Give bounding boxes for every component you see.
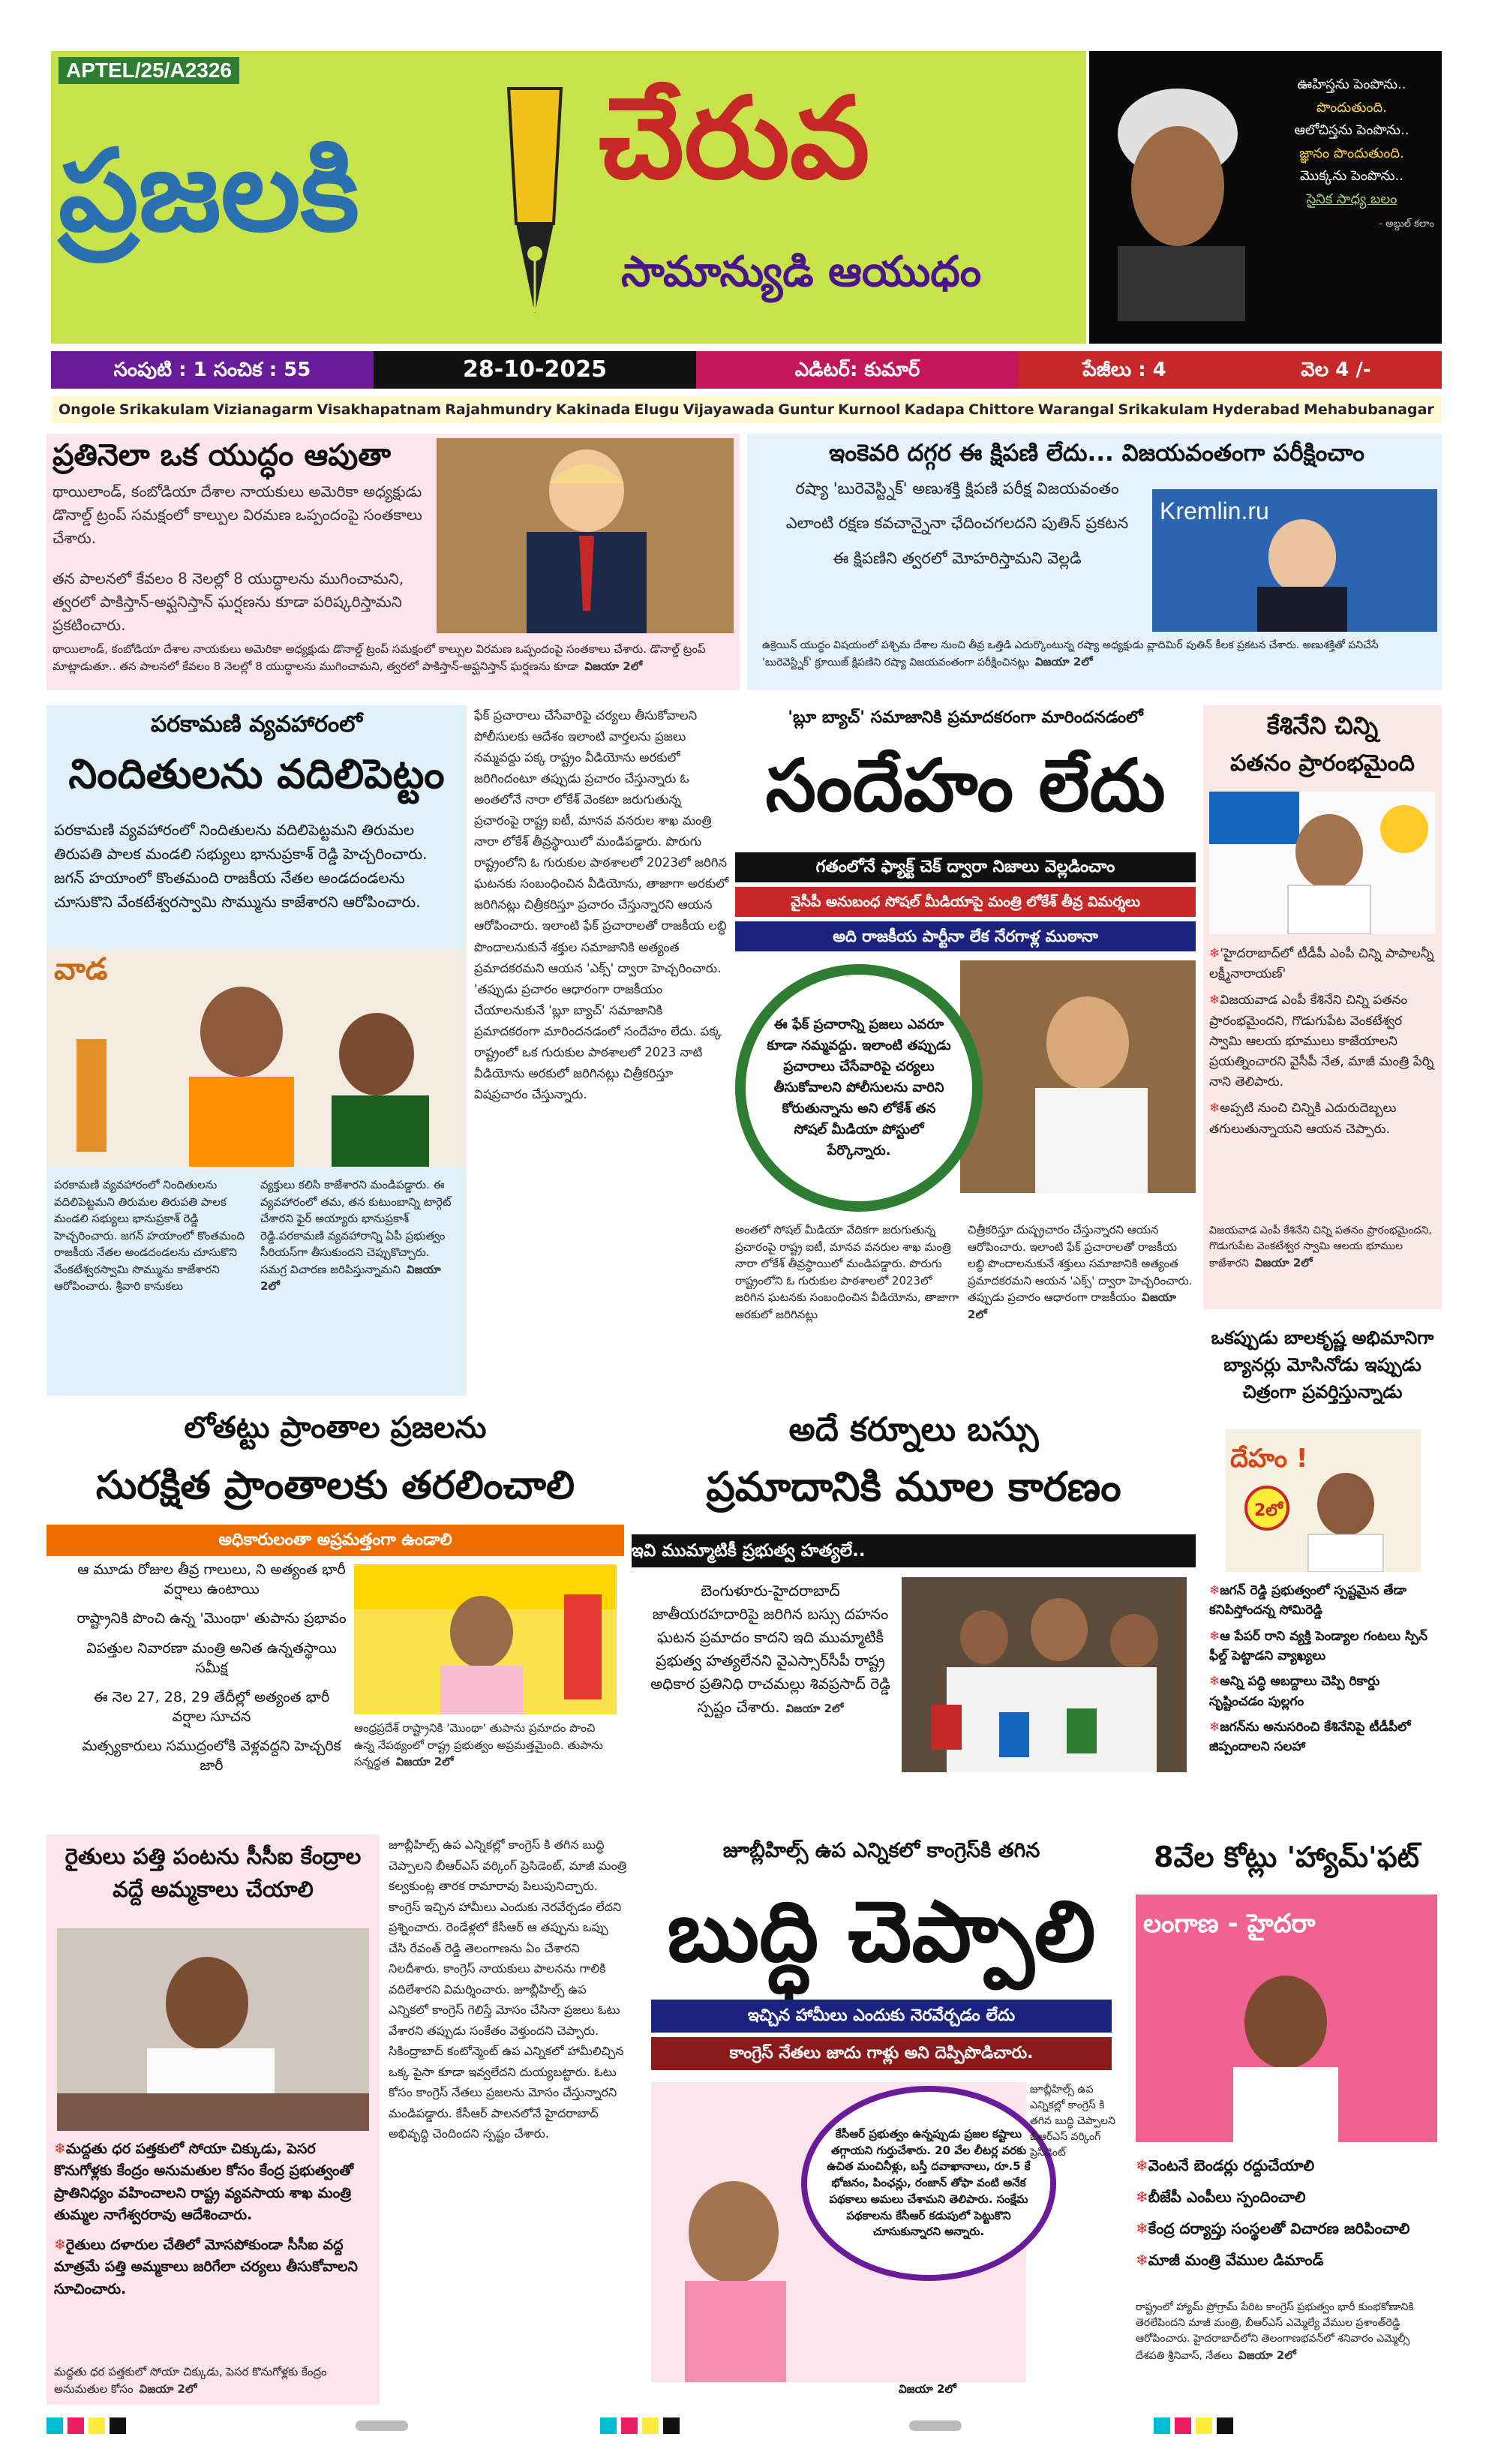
- subline: ఈ నెల 27, 28, 29 తేదీల్లో అత్యంత భారీ వర్షాల సూచన: [93, 1689, 330, 1725]
- city-link[interactable]: Srikakulam: [1118, 401, 1208, 418]
- city-link[interactable]: Elugu: [634, 401, 680, 418]
- bullet: ❄మద్దతు ధర పత్తకులో సోయా చిక్కుడు, పెసర కొనుగోళ్లకు కేంద్రం అనుమతుల కోసం కేంద్ర ప్రభుత్వంతో ప్రాతినిధ్యం వహించాలని రాష్ట్ర వ్యవసాయ శాఖ మంత్రి తుమ్మల నాగేశ్వరరావు ఆదేశించారు.: [54, 2141, 354, 2224]
- bullet: ❄బీజేపీ ఎంపీలు స్పందించాలి: [1136, 2188, 1306, 2206]
- registration-swatch: [1196, 2417, 1212, 2434]
- byline: విజయా 2లో: [139, 2381, 197, 2396]
- bullet: ❄అన్ని పద్ధి అబద్దాలు చెప్పి రికార్డు సృష్టించడం పుల్లగం: [1209, 1674, 1380, 1709]
- headline-1: కేశినేని చిన్ని: [1266, 711, 1379, 740]
- bullet: ❄జగన్‌ను అనుసరించి కేశినేనిపై టీడీపీలో జిప్పందాలని సలహా: [1209, 1720, 1411, 1755]
- body-right: వ్యక్తులు కలిసి కాజేశారని మండిపడ్డారు. ఈ వ్యవహారంలో తమ, తన కుటుంబాన్ని టార్గెట్ చేశారని ఫైర్ అయ్యారు భానుప్రకాశ్ రెడ్డి.పరకామణి వ్యవహారాన్ని ఏపీ ప్రభుత్వం సీరియస్‌గా తీసుకుందని చెప్పుకొచ్చారు. సమగ్ర విచారణ జరిపిస్తున్నామని విజయా 2లో: [260, 1178, 452, 1293]
- registration-number: APTEL/25/A2326: [59, 57, 239, 84]
- trump-photo: [437, 438, 734, 633]
- byline: విజయా 2లో: [260, 1262, 441, 1293]
- banner-2: కాంగ్రెస్ నేతలు జాదు గాళ్లు అని దెప్పిపొడిచారు.: [651, 2037, 1112, 2070]
- body: ఆంధ్రప్రదేశ్ రాష్ట్రానికి 'మొంథా' తుపాను ప్రమాదం పొంచి ఉన్న నేపథ్యంలో రాష్ట్ర ప్రభుత్వం అప్రమత్తమైంది. తుపాను సన్నద్ధత విజయా 2లో: [354, 1721, 603, 1768]
- title-right: చేరువ: [599, 74, 870, 204]
- story-lokesh-column: ఫేక్ ప్రచారాలు చేసేవారిపై చర్యలు తీసుకోవాలని పోలీసులకు ఆదేశం ఇలాంటి వార్తలను ప్రజలు నమ్మవద్దు పక్క రాష్ట్రం వీడియోను అరకులో జరిగిందంటూ తప్పుడు ప్రచారం చేస్తున్నారు ఓ అంతలోనే నారా లోకేశ్ వెంకటా జరుగుతున్న ప్రచారంపై రాష్ట్ర ఐటీ, మానవ వనరుల శాఖ మంత్రి నారా లోకేశ్ తీవ్రస్థాయిలో మండిపడ్డారు. పొరుగు రాష్ట్రంలోని ఓ గురుకుల పాఠశాలలో 2023లో జరిగిన ఘటనకు సంబంధించిన వీడియోను, తాజాగా అరకులో జరిగినట్లు చిత్రీకరిస్తూ ప్రచారం చేస్తున్నారని ఆయన ఆరోపించారు. ఇలాంటి ఫేక్ ప్రచారాలతో రాజకీయ లబ్ధి పొందాలనుకునే శక్తుల సమాజానికి అత్యంత ప్రమాదకరమని ఆయన 'ఎక్స్' ద్వారా హెచ్చరించారు. 'తప్పుడు ప్రచారం ఆధారంగా రాజకీయం చేయాలనుకునే 'బ్లూ బ్యాచ్' సమాజానికి ప్రమాదకరంగా మారిందనడంలో సందేహం లేదు. పక్క రాష్ట్రంలో ఒక గురుకుల పాఠశాలలో 2023 నాటి వీడియోను అరకులో జరిగినట్లు చిత్రీకరిస్తూ విషప్రచారం చేస్తున్నారు.: [474, 708, 729, 1101]
- kicker: అదే కర్నూలు బస్సు: [788, 1411, 1039, 1449]
- subline: విపత్తుల నివారణా మంత్రి అనిత ఉన్నతస్థాయి సమీక్ష: [86, 1639, 337, 1676]
- body: రాష్ట్రంలో హ్యామ్ ప్రోగ్రామ్ పేరిట కాంగ్రెస్ ప్రభుత్వం భారీ కుంభకోణానికి తెరలేపిందని మాజీ మంత్రి, బీఆర్ఎస్ ఎమ్మెల్యే వేముల ప్రశాంత్‌రెడ్డి ఆరోపించారు. హైదరాబాద్‌లోని తెలంగాణభవన్‌లో శనివారం ఎమ్మెల్సీ దేశపతి శ్రీనివాస్, నేతలు విజయా 2లో: [1136, 2301, 1414, 2362]
- registration-swatch: [1175, 2417, 1191, 2434]
- headline: ఇంకెవరి దగ్గర ఈ క్షిపణి లేదు... విజయవంతంగా పరీక్షించాం: [829, 440, 1364, 467]
- headline-2: పతనం ప్రారంభమైంది: [1230, 750, 1415, 777]
- quote-line: ఊహిస్తను పెంపొను..: [1297, 77, 1406, 92]
- lead: పరకామణి వ్యవహారంలో నిందితులను వదిలిపెట్టమని తిరుమల తిరుపతి పాలక మండలి సభ్యులు భానుప్రకాశ్ రెడ్డి హెచ్చరించారు. జగన్ హయాంలో కొంతమంది రాజకీయ నేతల అండదండలను చూసుకొని వేంకటేశ్వరస్వామి సొమ్మును కాజేశారని ఆరోపించారు.: [54, 821, 428, 911]
- registration-swatch: [621, 2417, 638, 2434]
- press-meet-photo: [902, 1577, 1187, 1772]
- lead-2: తన పాలనలో కేవలం 8 నెలల్లో 8 యుద్ధాలను ముగించామని, త్వరలో పాకిస్తాన్-అఫ్ఘనిస్తాన్ ఘర్షణను కూడా పరిష్కరిస్తామని ప్రకటించారు.: [53, 569, 404, 634]
- quote-circle: [735, 964, 983, 1212]
- quote-box: [1089, 51, 1442, 344]
- story-jubilee-hills: [636, 1834, 1127, 2405]
- city-link[interactable]: Vizianagarm: [213, 401, 314, 418]
- info-bar: [51, 351, 1442, 389]
- page-count: పేజీలు : 4: [1019, 351, 1230, 389]
- story-kurnool-bus: [632, 1411, 1196, 1812]
- kesineni-photo: [1209, 792, 1436, 934]
- body-side: జూబ్లీహిల్స్ ఉప ఎన్నికల్లో కాంగ్రెస్ కి తగిన బుద్ధి చెప్పాలని బీఆర్ఎస్ వర్కింగ్ ప్రెసిడెంట్: [1030, 2084, 1115, 2159]
- vemula-photo: [1136, 1895, 1437, 2142]
- bullet-list: [1209, 944, 1436, 1146]
- story-blue-batch: [735, 705, 1196, 1396]
- story-parakamani: [47, 705, 467, 1396]
- registration-swatch: [642, 2417, 659, 2434]
- registration-swatch: [600, 2417, 617, 2434]
- headline: 8వేల కోట్లు 'హ్యామ్'ఫట్: [1154, 1840, 1419, 1874]
- subline: ఈ క్షిపణిని త్వరలో మోహరిస్తామని వెల్లడి: [833, 548, 1082, 567]
- body-right: చిత్రీకరిస్తూ దుష్ప్రచారం చేస్తున్నారని ఆయన ఆరోపించారు. ఇలాంటి ఫేక్ ప్రచారాలతో రాజకీయ లబ్ధి పొందాలనుకునే శక్తులు సమాజానికి అత్యంత ప్రమాదకరమని ఆయన 'ఎక్స్' ద్వారా హెచ్చరించారు. తప్పుడు ప్రచారం ఆధారంగా రాజకీయం విజయా 2లో: [968, 1223, 1193, 1321]
- byline: విజయా 2లో: [899, 2382, 956, 2396]
- headline: రైతులు పత్తి పంటను సీసీఐ కేంద్రాల వద్దే అమ్మకాలు చేయాలి: [65, 1843, 362, 1902]
- subline: రష్యా 'బురెవెస్ట్నిక్' అణుశక్తి క్షిపణి పరీక్ష విజయవంతం: [795, 479, 1119, 497]
- byline: విజయా 2లో: [1034, 655, 1093, 669]
- registration-swatch: [68, 2417, 84, 2434]
- byline: విజయా 2లో: [1254, 1256, 1313, 1270]
- body-left: పరకామణి వ్యవహారంలో నిందితులను వదిలిపెట్టమని తిరుమల తిరుపతి పాలక మండలి సభ్యులు భానుప్రకాశ్ రెడ్డి హెచ్చరించారు. జగన్ హయాంలో కొంతమంది రాజకీయ నేతల అండదండలను చూసుకొని వేంకటేశ్వరస్వామి సొమ్మును కాజేశారని ఆరోపించారు. శ్రీవారి కానుకలు: [54, 1178, 245, 1293]
- story-putin: [747, 434, 1442, 690]
- kicker: పరకామణి వ్యవహారంలో: [150, 711, 363, 738]
- headline: బుద్ధి చెప్పాలి: [667, 1883, 1096, 1981]
- bullet: ❄అప్పటి నుంచి చిన్నికి ఎదురుదెబ్బలు తగులుతున్నాయని ఆయన చెప్పారు.: [1209, 1101, 1397, 1137]
- quote-text: ఈ ఫేక్ ప్రచారాన్ని ప్రజలు ఎవరూ కూడా నమ్మవద్దు. ఇలాంటి తప్పుడు ప్రచారాలు చేసేవారిపై చర్యలు తీసుకోవాలని పోలీసులను వారిని కోరుతున్నాను అని లోకేశ్ తన సోషల్ మీడియా పోస్టులో పేర్కొన్నారు.: [767, 1017, 951, 1158]
- story-trump: [47, 434, 740, 690]
- city-link[interactable]: Kakinada: [555, 401, 631, 418]
- bullet: ❄జగన్ రెడ్డి ప్రభుత్వంలో స్పష్టమైన తేడా కనిపిస్తోందన్న సోమిరెడ్డి: [1209, 1583, 1406, 1618]
- story-kesineni: [1203, 705, 1442, 1309]
- title-left: ప్రజలకి: [59, 126, 359, 257]
- masthead: [51, 51, 1086, 344]
- photo-badge: 2లో: [1254, 1501, 1283, 1520]
- kalam-portrait: [1095, 66, 1260, 321]
- pen-nib-icon: [479, 74, 591, 329]
- lead: థాయిలాండ్, కంబోడియా దేశాల నాయకులు అమెరికా అధ్యక్షుడు డొనాల్డ్ ట్రంప్ సమక్షంలో కాల్పుల విరమణ ఒప్పందంపై సంతకాలు చేశారు.: [53, 482, 422, 547]
- price: వెల 4 /-: [1230, 351, 1442, 389]
- body: ఉక్రెయిన్ యుద్ధం విషయంలో పశ్చిమ దేశాల నుంచి తీవ్ర ఒత్తిడి ఎదుర్కొంటున్న రష్యా అధ్యక్షుడు వ్లాదిమిర్ పుతిన్ కీలక ప్రకటన చేశారు. అణుశక్తితో పనిచేసే 'బురెవెస్ట్నిక్' క్రూయిజ్ క్షిపణిని రష్యా విజయవంతంగా పరీక్షించినట్లు విజయా 2లో: [762, 639, 1379, 669]
- headline: ప్రమాదానికి మూల కారణం: [706, 1463, 1121, 1510]
- bullet-list: [1209, 1581, 1436, 1763]
- quote-author: - అబ్దుల్ కలాం: [1379, 218, 1434, 230]
- headline: సందేహం లేదు: [765, 744, 1166, 828]
- city-link[interactable]: Srikakulam: [119, 401, 210, 418]
- volume-issue: సంపుటి : 1 సంచిక : 55: [51, 351, 374, 389]
- subline: ఎలాంటి రక్షణ కవచాన్నైనా ఛేదించగలదని పుతిన్ ప్రకటన: [785, 514, 1129, 533]
- registration-swatch: [663, 2417, 680, 2434]
- city-link[interactable]: Visakhapatnam: [317, 401, 442, 418]
- byline: విజయా 2లో: [785, 1702, 844, 1715]
- editor: ఎడిటర్: కుమార్: [696, 351, 1019, 389]
- city-link[interactable]: Hyderabad: [1211, 401, 1300, 418]
- photo-text: Kremlin.ru: [1160, 497, 1269, 524]
- registration-swatch: [1217, 2417, 1233, 2434]
- byline: విజయా 2లో: [1238, 2348, 1296, 2362]
- registration-swatch: [909, 2420, 962, 2431]
- lokesh-photo: [960, 960, 1196, 1193]
- bullet: ❄రైతులు దళారుల చేతిలో మోసపోకుండా సీసీఐ వద్ద మాత్రమే పత్తి అమ్మకాలు జరిగేలా చర్యలు తీసుకోవాలని సూచించారు.: [54, 2236, 358, 2297]
- city-link[interactable]: Ongole: [59, 401, 116, 418]
- city-link[interactable]: Guntur: [778, 401, 834, 418]
- story-balakrishna: [1203, 1324, 1442, 1759]
- issue-date: 28-10-2025: [374, 351, 696, 389]
- story-ham-scam: [1131, 1834, 1442, 2405]
- kicker: 'బ్లూ బ్యాచ్' సమాజానికి ప్రమాదకరంగా మారిందనడంలో: [788, 708, 1143, 727]
- banner-3: అది రాజకీయ పార్టీనా లేక నేరగాళ్ల ముఠానా: [735, 921, 1196, 951]
- tagline: సామాన్యుడి ఆయుధం: [621, 248, 982, 296]
- quote-oval: [801, 2086, 1056, 2281]
- body: మద్దతు ధర పత్తకులో సోయా చిక్కుడు, పెసర కొనుగోళ్లకు కేంద్రం అనుమతుల కోసం విజయా 2లో: [54, 2365, 327, 2396]
- quote-text: కేసీఆర్ ప్రభుత్వం ఉన్నప్పుడు ప్రజల కష్టాలు తగ్గాయని గుర్తుచేశారు. 20 వేల లీటర్ల వరకు ఉచిత మంచినీళ్లు, బస్తీ దవాఖానాలు, రూ.5 కే భోజనం, పింఛన్లు, రంజాన్ తోఫా వంటి అనేక పథకాలు అమలు చేశామని తెలిపారు. సంక్షేమ పథకాలను కేసీఆర్ కడుపులో పెట్టుకొని చూసుకున్నారని అన్నారు.: [827, 2126, 1031, 2239]
- banner-1: గతంలోనే ఫ్యాక్ట్ చెక్ ద్వారా నిజాలు వెల్లడించాం: [735, 852, 1196, 882]
- headline: ప్రతినెలా ఒక యుద్ధం ఆపుతా: [53, 438, 391, 473]
- quote-line: సైనిక సాధ్య బలం: [1306, 191, 1397, 207]
- quote-line: జ్ఞానం పొందుతుంది.: [1299, 145, 1404, 161]
- city-link[interactable]: Chittore: [968, 401, 1034, 418]
- banner: ఇవి ముమ్మాటికీ ప్రభుత్వ హత్యలే..: [632, 1534, 1196, 1567]
- body: విజయవాడ ఎంపీ కేశినేని చిన్ని పతనం ప్రారంభమైందని, గొడుగుపేట వెంకటేశ్వర స్వామి ఆలయ భూముల కాజేశారని విజయా 2లో: [1209, 1224, 1432, 1270]
- registration-swatch: [110, 2417, 126, 2434]
- registration-swatch: [356, 2420, 408, 2431]
- bullet-list: [1136, 2153, 1437, 2279]
- bullet-list: [54, 2138, 372, 2308]
- headline: నిందితులను వదిలిపెట్టం: [68, 750, 445, 798]
- kicker: లోతట్టు ప్రాంతాల ప్రజలను: [184, 1411, 487, 1445]
- city-link[interactable]: Vijayawada: [683, 401, 775, 418]
- story-cotton: [47, 1834, 380, 2405]
- putin-photo: [1152, 489, 1437, 632]
- minister-photo: [57, 1928, 369, 2131]
- byline: విజయా 2లో: [395, 1755, 454, 1768]
- subline: రాష్ట్రానికి పొంచి ఉన్న 'మొంథా' తుపాను ప్రభావం: [77, 1610, 347, 1627]
- bullet: ❄మాజీ మంత్రి వేముల డిమాండ్: [1136, 2251, 1324, 2269]
- bjp-leaders-photo: [47, 949, 467, 1167]
- city-link[interactable]: Rajahmundry: [445, 401, 552, 418]
- city-link[interactable]: Mehabubanagar: [1303, 401, 1434, 418]
- quote-line: ఆలోచిస్తను పెంపొను..: [1294, 122, 1409, 139]
- body-left: అంతలో సోషల్ మీడియా వేదికగా జరుగుతున్న ప్రచారంపై రాష్ట్ర ఐటీ, మానవ వనరుల శాఖ మంత్రి నారా లోకేశ్ తీవ్రస్థాయిలో మండిపడ్డారు. పొరుగు రాష్ట్రంలోని ఓ గురుకుల పాఠశాలలో 2023లో జరిగిన ఘటనకు సంబంధించిన వీడియోను, తాజాగా అరకులో జరిగినట్లు: [735, 1223, 959, 1321]
- byline: విజయా 2లో: [968, 1291, 1176, 1321]
- lead: బెంగుళూరు-హైదరాబాద్ జాతీయరహదారిపై జరిగిన బస్సు దహనం ఘటన ప్రమాదం కాదని ఇది ముమ్మాటికీ ప్రభుత్వ హత్యలేనని వైఎస్సార్‌సీపీ రాష్ట్ర అధికార ప్రతినిధి రాచమల్లు శివప్రసాద్ రెడ్డి స్పష్టం చేశారు. విజయా 2లో: [650, 1582, 890, 1716]
- headline: సురక్షిత ప్రాంతాలకు తరలించాలి: [95, 1463, 575, 1508]
- registration-marks: [47, 2417, 1442, 2434]
- subline: ఆ మూడు రోజుల తీవ్ర గాలులు, ని అత్యంత భారీ వర్షాలు ఉంటాయి: [77, 1561, 346, 1597]
- headline: ఒకప్పుడు బాలకృష్ణ అభిమానిగా బ్యానర్లు మోసినోడు ఇప్పుడు చిత్రంగా ప్రవర్తిస్తున్నాడు: [1211, 1327, 1434, 1402]
- photo-text: లంగాణ - హైదరా: [1143, 1909, 1316, 1939]
- subline: మత్స్యకారులు సముద్రంలోకి వెళ్లవద్దని హెచ్చరిక జారీ: [82, 1738, 341, 1774]
- city-link[interactable]: Kadapa: [904, 401, 965, 418]
- story-ktr-column: జూబ్లీహిల్స్ ఉప ఎన్నికల్లో కాంగ్రెస్ కి తగిన బుద్ధి చెప్పాలని బీఆర్ఎస్ వర్కింగ్ ప్రెసిడెంట్, మాజీ మంత్రి కల్వకుంట్ల తారక రామారావు పిలుపునిచ్చారు. కాంగ్రెస్ ఇచ్చిన హామీలు ఎందుకు నెరవేర్చడం లేదని ప్రశ్నించారు. రెండేళ్లలో కేసీఆర్ ఆ తప్పును ఒప్పు చేసి రేవంత్ రెడ్డి తెలంగాణను ఏం చేశారని నిలదీశారు. కాంగ్రెస్ నాయకులు పాలనను గాలికి వదిలేశారని విమర్శించారు. జూబ్లీహిల్స్ ఉప ఎన్నికలో కాంగ్రెస్ గెలిస్తే మోసం చేసినా ప్రజలు ఓటు వేశారని తప్పుడు సంకేతం వెళ్తుందని చెప్పారు. సికింద్రాబాద్ కంటోన్మెంట్ ఉప ఎన్నికలో హామీలిచ్చిన ఒక్క పైసా కూడా ఇవ్వలేదని దుయ్యబట్టారు. ఓటు కోసం కాంగ్రెస్ నేతలు ప్రజలను మోసం చేస్తున్నారని మండిపడ్డారు. కేసీఆర్ పాలనలోనే హైదరాబాద్ అభివృద్ధి చెందిందని స్పష్టం చేశారు.: [389, 1837, 627, 2141]
- city-link[interactable]: Warangal: [1037, 401, 1115, 418]
- city-bar: [51, 396, 1442, 423]
- banner-2: వైసీపీ అనుబంధ సోషల్ మీడియాపై మంత్రి లోకేశ్ తీవ్ర విమర్శలు: [735, 887, 1196, 917]
- quote-line: పొందుతుంది.: [1316, 99, 1387, 116]
- story-cyclone: [47, 1411, 624, 1812]
- somireddy-photo: [1226, 1429, 1421, 1572]
- quote-line: మొక్కను పెంపొను..: [1300, 168, 1403, 185]
- banner: అధికారులంతా అప్రమత్తంగా ఉండాలి: [47, 1525, 624, 1556]
- kicker: జూబ్లీహిల్స్ ఉప ఎన్నికలో కాంగ్రెస్‌కి తగిన: [722, 1839, 1040, 1862]
- byline: విజయా 2లో: [584, 659, 643, 673]
- bullet: ❄విజయవాడ ఎంపీ కేశినేని చిన్ని పతనం ప్రారంభమైందని, గొడుగుపేట వెంకటేశ్వర స్వామి ఆలయ భూములు కాజేయాలని ప్రయత్నించారని వైసీపీ నేత, మాజీ మంత్రి పేర్ని నాని తెలిపారు.: [1209, 993, 1434, 1090]
- bullet: ❄'హైదరాబాద్‌లో టీడీపీ ఎంపీ చిన్ని పాపాలన్నీ లక్ష్మీనారాయణ్': [1209, 946, 1434, 982]
- bullet: ❄వెంటనే బెండర్లు రద్దుచేయాలి: [1136, 2156, 1315, 2174]
- registration-swatch: [47, 2417, 63, 2434]
- anitha-photo: [354, 1564, 617, 1714]
- photo-text: దేహం !: [1230, 1444, 1308, 1474]
- photo-text: వాడ: [54, 952, 108, 987]
- bullet: ❄ఆ పేపర్ రాని వ్యక్తి పెండ్యాల గంటలు స్పిన్ ఫీల్డ్ పెట్టాడని వ్యాఖ్యలు: [1209, 1628, 1427, 1664]
- body: థాయిలాండ్, కంబోడియా దేశాల నాయకులు అమెరికా అధ్యక్షుడు డొనాల్డ్ ట్రంప్ సమక్షంలో కాల్పుల విరమణ ఒప్పందంపై సంతకాలు చేశారు. డొనాల్డ్ ట్రంప్ మాట్లాడుతూ.. తన పాలనలో కేవలం 8 నెలల్లో 8 యుద్ధాలను ముగించామని, త్వరలో పాకిస్తాన్-అఫ్ఘనిస్తాన్ ఘర్షణను కూడా విజయా 2లో: [53, 642, 706, 673]
- banner-1: ఇచ్చిన హామీలు ఎందుకు నెరవేర్చడం లేదు: [651, 2000, 1112, 2033]
- registration-swatch: [1154, 2417, 1170, 2434]
- bullet: ❄కేంద్ర దర్యాప్తు సంస్థలతో విచారణ జరిపించాలి: [1136, 2219, 1410, 2237]
- city-link[interactable]: Kurnool: [838, 401, 901, 418]
- registration-swatch: [89, 2417, 105, 2434]
